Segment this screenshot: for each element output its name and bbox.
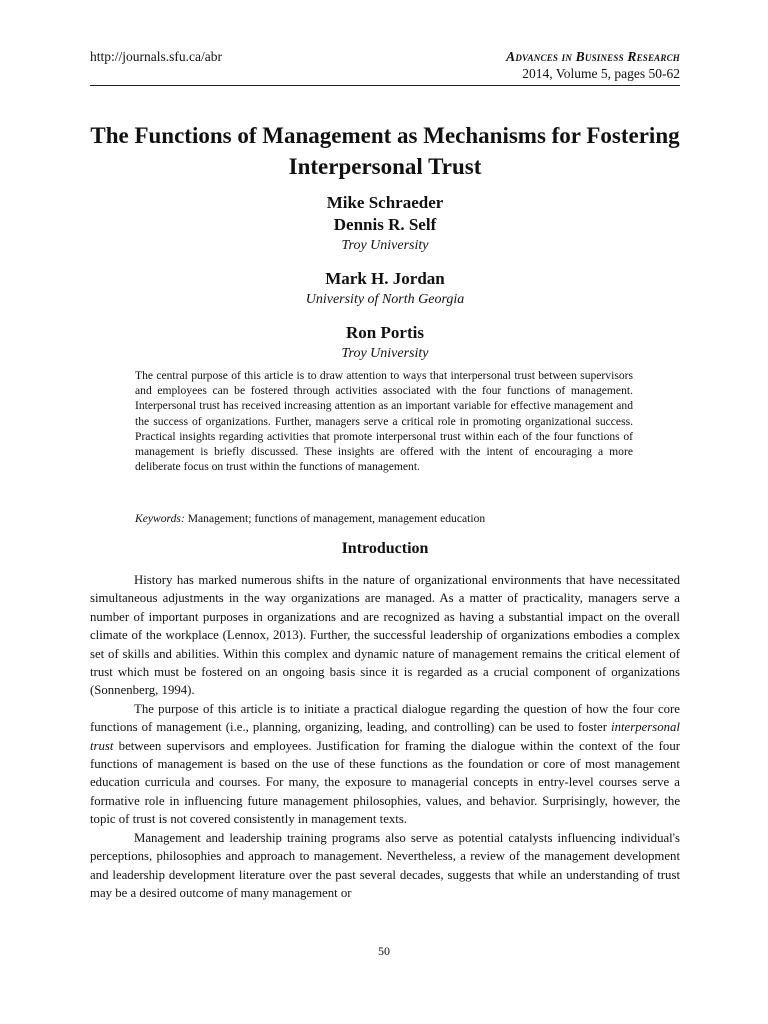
author-affiliation: Troy University <box>341 238 429 253</box>
author-name: Mark H. Jordan <box>325 269 445 288</box>
section-heading-introduction: Introduction <box>341 540 429 557</box>
paragraph <box>90 700 680 829</box>
author-name: Ron Portis <box>346 323 424 342</box>
journal-name: Advances in Business Research <box>506 49 680 64</box>
paragraph: Management and leadership training programs also serve as potential catalysts influencing individual's perceptions, philosophies and approach to management. Nevertheless, a review of the management development and leadership development literature over the past several decades, suggests that while an understanding of trust may be a desired outcome of many management or <box>90 830 680 900</box>
emphasized-term: interpersonal trust <box>90 720 680 753</box>
author-block <box>90 192 680 376</box>
author-group <box>90 322 680 364</box>
paragraph-text: between supervisors and employees. Justification for framing the dialogue within the context of the four functions of management is based on the use of these functions as the foundation or core of most management education curricula and courses. For many, the exposure to managerial concepts in entry-level courses serve a formative role in influencing future management philosophies, values, and behavior. Surprisingly, however, the topic of trust is not covered consistently in management texts. <box>90 738 680 827</box>
keywords-label: Keywords: <box>135 512 185 525</box>
issue-info: 2014, Volume 5, pages 50-62 <box>522 66 680 81</box>
author-affiliation: Troy University <box>341 346 429 361</box>
article-title: The Functions of Management as Mechanisms for Fostering Interpersonal Trust <box>90 123 680 179</box>
keywords-text: Management; functions of management, management education <box>184 512 486 525</box>
author-group <box>90 268 680 310</box>
page-number: 50 <box>378 944 390 958</box>
journal-url[interactable]: http://journals.sfu.ca/abr <box>90 49 222 64</box>
author-name: Mike Schraeder <box>326 193 444 212</box>
author-group <box>90 192 680 256</box>
keywords <box>135 511 633 526</box>
author-affiliation: University of North Georgia <box>305 292 465 307</box>
header-rule <box>90 85 680 86</box>
abstract: The central purpose of this article is to draw attention to ways that interpersonal trust between supervisors and employees can be fostered through activities associated with the four functions of management. Interpersonal trust has received increasing attention as an important variable for effective management and the success of organizations. Further, managers serve a critical role in promoting organizational success. Practical insights regarding activities that promote interpersonal trust within each of the four functions of management is briefly discussed. These insights are offered with the intent of encouraging a more deliberate focus on trust within the functions of management. <box>135 369 633 474</box>
paragraph: History has marked numerous shifts in the nature of organizational environments that have necessitated simultaneous adjustments in the way organizations are managed. As a matter of practicality, managers serve a number of important purposes in organizations and are recognized as having a substantial impact on the overall climate of the workplace (Lennox, 2013). Further, the successful leadership of organizations embodies a complex set of skills and abilities. Within this complex and dynamic nature of management remains the critical element of trust which must be fostered on an ongoing basis since it is regarded as a crucial component of organizations (Sonnenberg, 1994). <box>90 573 680 698</box>
author-name: Dennis R. Self <box>333 215 437 234</box>
body-text <box>90 571 680 902</box>
paragraph-text: The purpose of this article is to initiate a practical dialogue regarding the question of how the four core functions of management (i.e., planning, organizing, leading, and controlling) can be used to foster <box>90 701 680 735</box>
